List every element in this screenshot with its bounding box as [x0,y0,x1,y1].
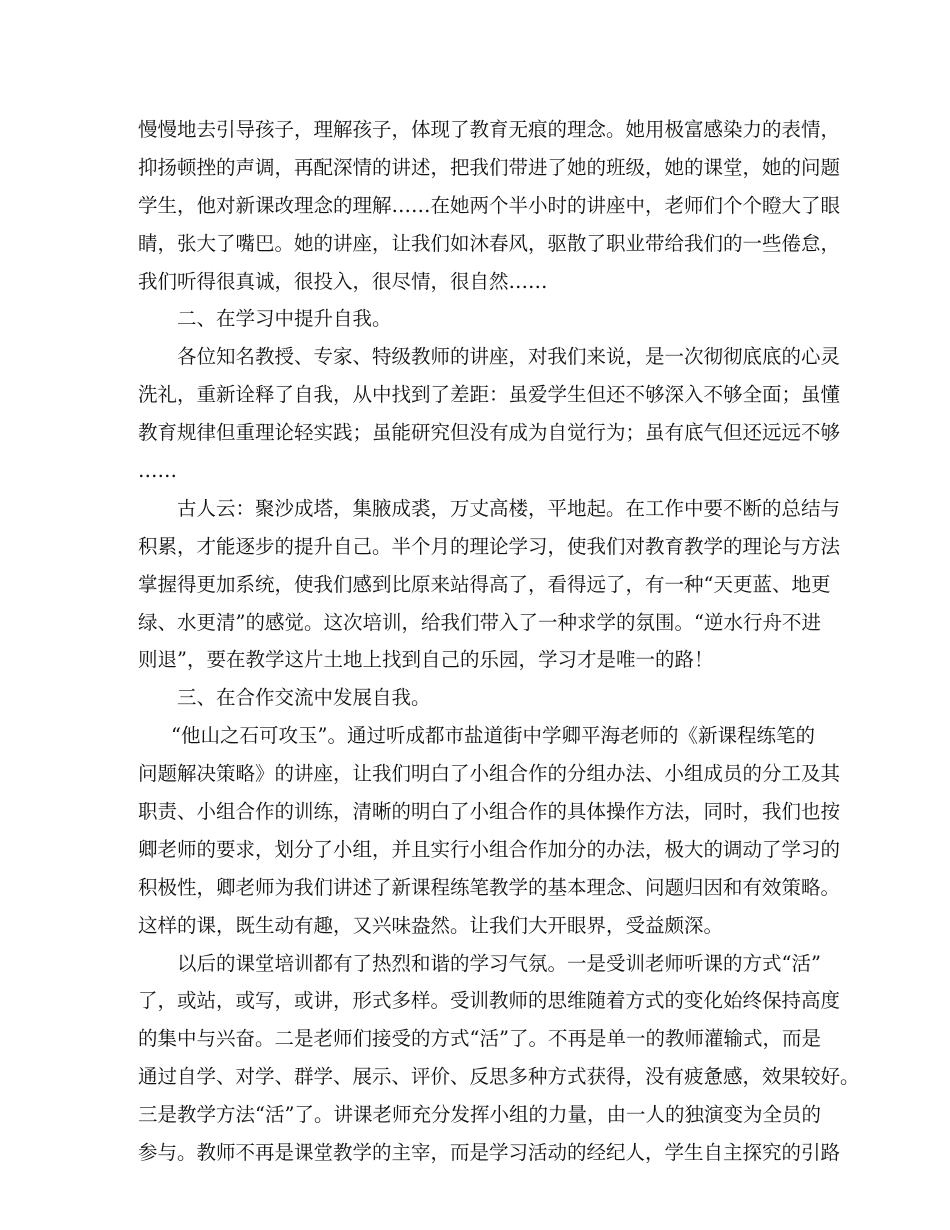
text-line: 卿老师的要求，划分了小组，并且实行小组合作加分的办法，极大的调动了学习的 [138,837,841,861]
section-heading: 三、在合作交流中发展自我。 [177,686,431,710]
text-line: 职责、小组合作的训练，清晰的明白了小组合作的具体操作方法，同时，我们也按 [138,800,841,824]
text-line: 积累，才能逐步的提升自己。半个月的理论学习，使我们对教育教学的理论与方法 [138,534,841,558]
text-line: …… [138,459,177,483]
text-line: 这样的课，既生动有趣，又兴味盎然。让我们大开眼界，受益颇深。 [138,913,724,937]
text-line: 了，或站，或写，或讲，形式多样。受训教师的思维随着方式的变化始终保持高度 [138,989,841,1013]
text-line: 教育规律但重理论轻实践；虽能研究但没有成为自觉行为；虽有底气但还远远不够 [138,421,841,445]
paragraph-start: 以后的课堂培训都有了热烈和谐的学习气氛。一是受训老师听课的方式“活” [177,951,821,975]
paragraph-start: “他山之石可攻玉”。通过听成都市盐道街中学卿平海老师的《新课程练笔的 [171,724,815,748]
text-line: 问题解决策略》的讲座，让我们明白了小组合作的分组办法、小组成员的分工及其 [138,762,841,786]
text-line: 学生，他对新课改理念的理解……在她两个半小时的讲座中，老师们个个瞪大了眼 [138,193,841,217]
text-line: 掌握得更加系统，使我们感到比原来站得高了，看得远了，有一种“天更蓝、地更 [138,572,831,596]
text-line: 通过自学、对学、群学、展示、评价、反思多种方式获得，没有疲惫感，效果较好。 [138,1065,860,1089]
section-heading: 二、在学习中提升自我。 [177,307,392,331]
text-line: 积极性，卿老师为我们讲述了新课程练笔教学的基本理念、问题归因和有效策略。 [138,875,841,899]
text-line: 则退”，要在教学这片土地上找到自己的乐园，学习才是唯一的路！ [138,648,714,672]
text-line: 洗礼，重新诠释了自我，从中找到了差距：虽爱学生但还不够深入不够全面；虽懂 [138,383,841,407]
text-line: 的集中与兴奋。二是老师们接受的方式“活”了。不再是单一的教师灌输式，而是 [138,1027,821,1051]
text-line: 我们听得很真诚，很投入，很尽情，很自然…… [138,269,548,293]
paragraph-start: 各位知名教授、专家、特级教师的讲座，对我们来说，是一次彻彻底底的心灵 [177,345,841,369]
document-body [138,111,860,1172]
text-line: 参与。教师不再是课堂教学的主宰，而是学习活动的经纪人，学生自主探究的引路 [138,1141,841,1165]
text-line: 三是教学方法“活”了。讲课老师充分发挥小组的力量，由一人的独演变为全员的 [138,1103,821,1127]
text-line: 慢慢地去引导孩子，理解孩子，体现了教育无痕的理念。她用极富感染力的表情， [138,118,841,141]
paragraph-start: 古人云：聚沙成塔，集腋成裘，万丈高楼，平地起。在工作中要不断的总结与 [177,496,841,520]
text-line: 睛，张大了嘴巴。她的讲座，让我们如沐春风，驱散了职业带给我们的一些倦怠， [138,231,841,255]
text-line: 抑扬顿挫的声调，再配深情的讲述，把我们带进了她的班级，她的课堂，她的问题 [138,155,841,179]
text-line: 绿、水更清”的感觉。这次培训，给我们带入了一种求学的氛围。“逆水行舟不进 [138,610,821,634]
